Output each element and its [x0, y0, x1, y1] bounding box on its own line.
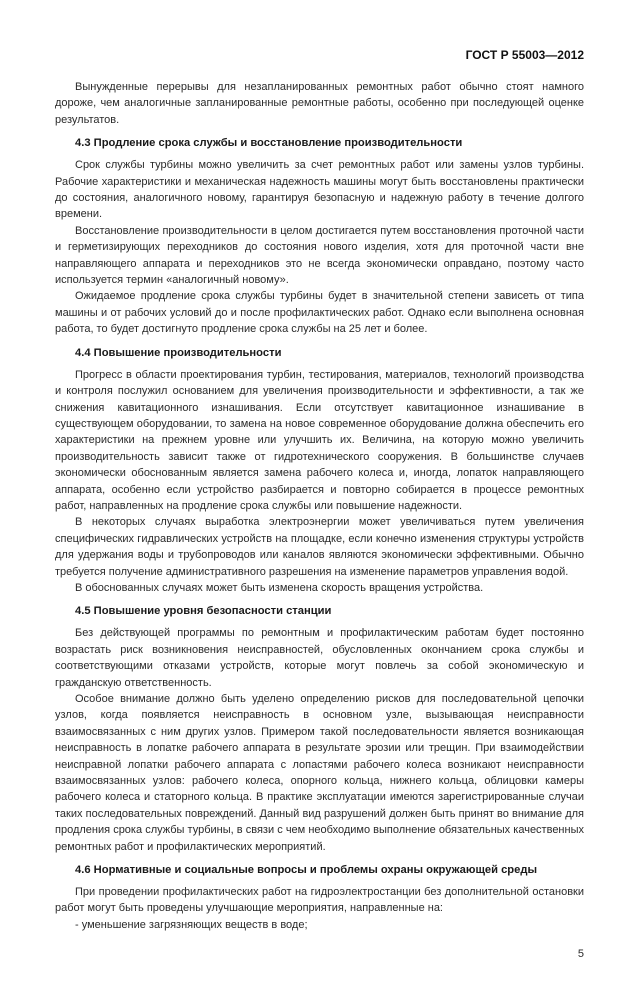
paragraph: Восстановление производительности в целом достигается путем восстановления проточной части и герметизирующих переходников до состояния нового изделия, хотя для проточной части вне направляющего аппарата и переходников это не всегда экономически оправдано, поэтому часто используется термин «аналогичный новому».: [55, 224, 584, 287]
page-body: [55, 79, 584, 933]
paragraph: Особое внимание должно быть уделено определению рисков для последовательной цепочки узлов, когда появляется неисправность в основном узле, вызывающая неисправности взаимосвязанных с ним других узлов. Примером такой последовательности является возникающая неисправность в лопатке рабочего аппарата в результате эрозии или трещин. При взаимодействии неисправной лопатки рабочего аппарата с лопастями рабочего колеса возникают неисправности взаимосвязанных узлов: рабочего колеса, опорного кольца, нижнего кольца, облицовки камеры рабочего колеса и статорного кольца. В практике эксплуатации имеются зарегистрированные случаи таких последовательных повреждений. Данный вид разрушений должен быть принят во внимание для продления срока службы турбины, в связи с чем необходимо выполнение обязательных качественных ремонтных работ и профилактических мероприятий.: [55, 693, 584, 853]
paragraph: Без действующей программы по ремонтным и профилактическим работам будет постоянно возрастать риск возникновения неисправностей, обусловленных окончанием срока службы и соответствующими отказами устройств, которые могут повлечь за собой экономическую и гражданскую ответственность.: [55, 627, 584, 689]
section-heading-4-3: 4.3 Продление срока службы и восстановление производительности: [75, 137, 463, 150]
paragraph: Прогресс в области проектирования турбин, тестирования, материалов, технологий производства и контроля послужил основанием для увеличения производительности и эффективности, а так же снижения кавитационного изнашивания. Если отсутствует кавитационное изнашивание в существующем оборудовании, то замена на новое современное оборудование должна обеспечить его характеристики на прежнем уровне или улучшить их. Величина, на которую можно увеличить производительность зависит также от гидротехнического сооружения. В большинстве случаев экономически обоснованным является замена рабочего колеса и, иногда, лопаток направляющего аппарата, особенно если устройство разбирается и повторно собирается в процессе ремонтных работ, направленных на продление срока службы или повышение надежности.: [55, 368, 584, 512]
section-heading-4-5: 4.5 Повышение уровня безопасности станции: [75, 605, 332, 618]
paragraph: В некоторых случаях выработка электроэнергии может увеличиваться путем увеличения специфических гидравлических устройств на площадке, если конечно изменения структуры устройств для удержания воды и трубопроводов или каналов являются экономически эффективными. Обычно требуется получение административного разрешения на изменение параметров управления водой.: [55, 516, 584, 578]
paragraph: Срок службы турбины можно увеличить за счет ремонтных работ или замены узлов турбины. Рабочие характеристики и механическая надежность машины могут быть восстановлены практически до состояния, аналогичного новому, гарантируя безопасную и надежную работу в течение долгого времени.: [55, 159, 584, 221]
paragraph: Ожидаемое продление срока службы турбины будет в значительной степени зависеть от типа машины и от рабочих условий до и после профилактических работ. Однако если выполнена основная работа, то будет достигнуто продление срока службы на 25 лет и более.: [55, 290, 584, 336]
paragraph: В обоснованных случаях может быть изменена скорость вращения устройства.: [75, 581, 484, 594]
intro-paragraph: Вынужденные перерывы для незапланированных ремонтных работ обычно стоят намного дороже, чем аналогичные запланированные ремонтные работы, особенно при последующей оценке результатов.: [55, 81, 584, 126]
page-number: 5: [577, 948, 584, 961]
paragraph: При проведении профилактических работ на гидроэлектростанции без дополнительной остановки работ могут быть проведены улучшающие мероприятия, направленные на:: [55, 886, 584, 915]
section-heading-4-4: 4.4 Повышение производительности: [75, 346, 282, 359]
document-number: ГОСТ Р 55003—2012: [465, 48, 584, 62]
list-item: - уменьшение загрязняющих веществ в воде;: [75, 918, 308, 931]
section-heading-4-6: 4.6 Нормативные и социальные вопросы и проблемы охраны окружающей среды: [75, 864, 538, 877]
